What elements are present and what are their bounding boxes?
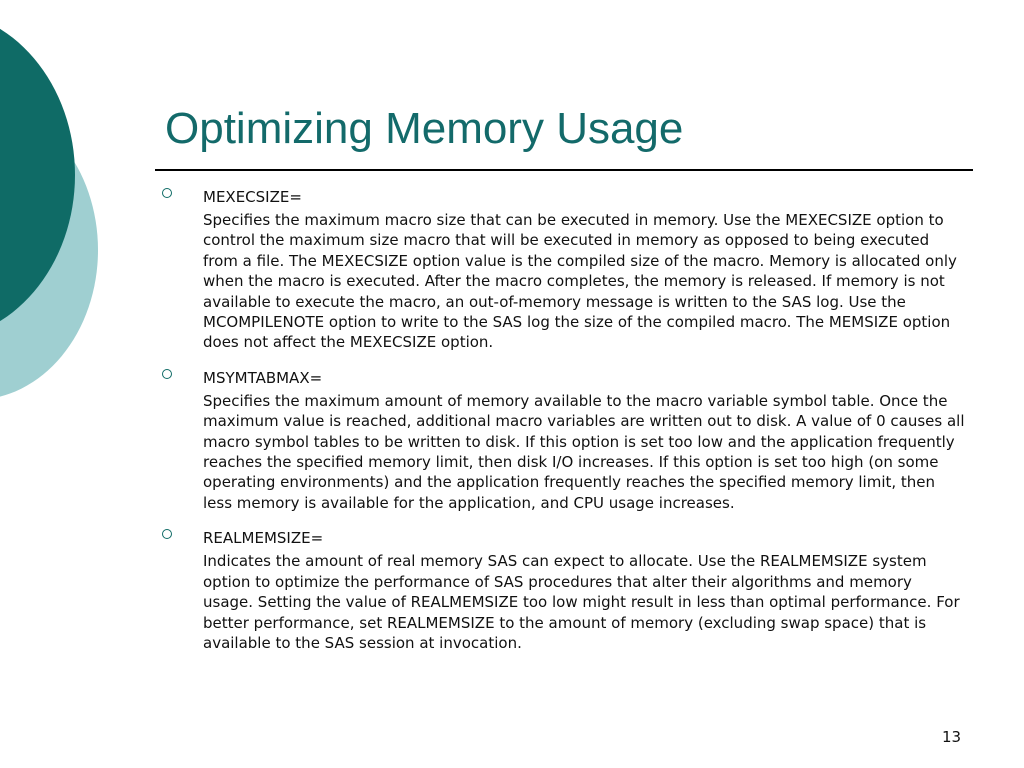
- hollow-circle-bullet-icon: [162, 369, 172, 379]
- title-divider: [155, 169, 973, 171]
- list-item-realmemsize: [160, 528, 965, 653]
- option-description: Specifies the maximum macro size that can be executed in memory. Use the MEXECSIZE option to control the maximum size macro that will be executed in memory as opposed to being executed from a file. The MEXECSIZE option value is the compiled size of the macro. Memory is allocated only when the macro is executed. After the macro completes, the memory is released. If memory is not available to execute the macro, an out-of-memory message is written to the SAS log. Use the MCOMPILENOTE option to write to the SAS log the size of the compiled macro. The MEMSIZE option does not affect the MEXECSIZE option.: [203, 211, 957, 352]
- slide-title: Optimizing Memory Usage: [165, 104, 684, 153]
- hollow-circle-bullet-icon: [162, 529, 172, 539]
- page-number: 13: [942, 728, 962, 746]
- option-name: MEXECSIZE=: [203, 188, 302, 206]
- option-name: MSYMTABMAX=: [203, 368, 323, 387]
- option-description: Indicates the amount of real memory SAS can expect to allocate. Use the REALMEMSIZE system option to optimize the performance of SAS procedures that alter their algorithms and memory usage. Setting the value of REALMEMSIZE too low might result in less than optimal performance. For better performance, set REALMEMSIZE to the amount of memory (excluding swap space) that is available to the SAS session at invocation.: [203, 552, 960, 652]
- slide-body: [160, 187, 965, 668]
- option-description: Specifies the maximum amount of memory available to the macro variable symbol table. Once the maximum value is reached, additional macro variables are written out to disk. A value of 0 causes all macro symbol tables to be written to disk. If this option is set too low and the application frequently reaches the specified memory limit, then disk I/O increases. If this option is set too high (on some operating environments) and the application frequently reaches the specified memory limit, then less memory is available for the application, and CPU usage increases.: [203, 391, 965, 512]
- option-name: REALMEMSIZE=: [203, 529, 324, 548]
- list-item-msymtabmax: [160, 368, 965, 513]
- list-item-mexecsize: [160, 187, 965, 353]
- hollow-circle-bullet-icon: [162, 188, 172, 198]
